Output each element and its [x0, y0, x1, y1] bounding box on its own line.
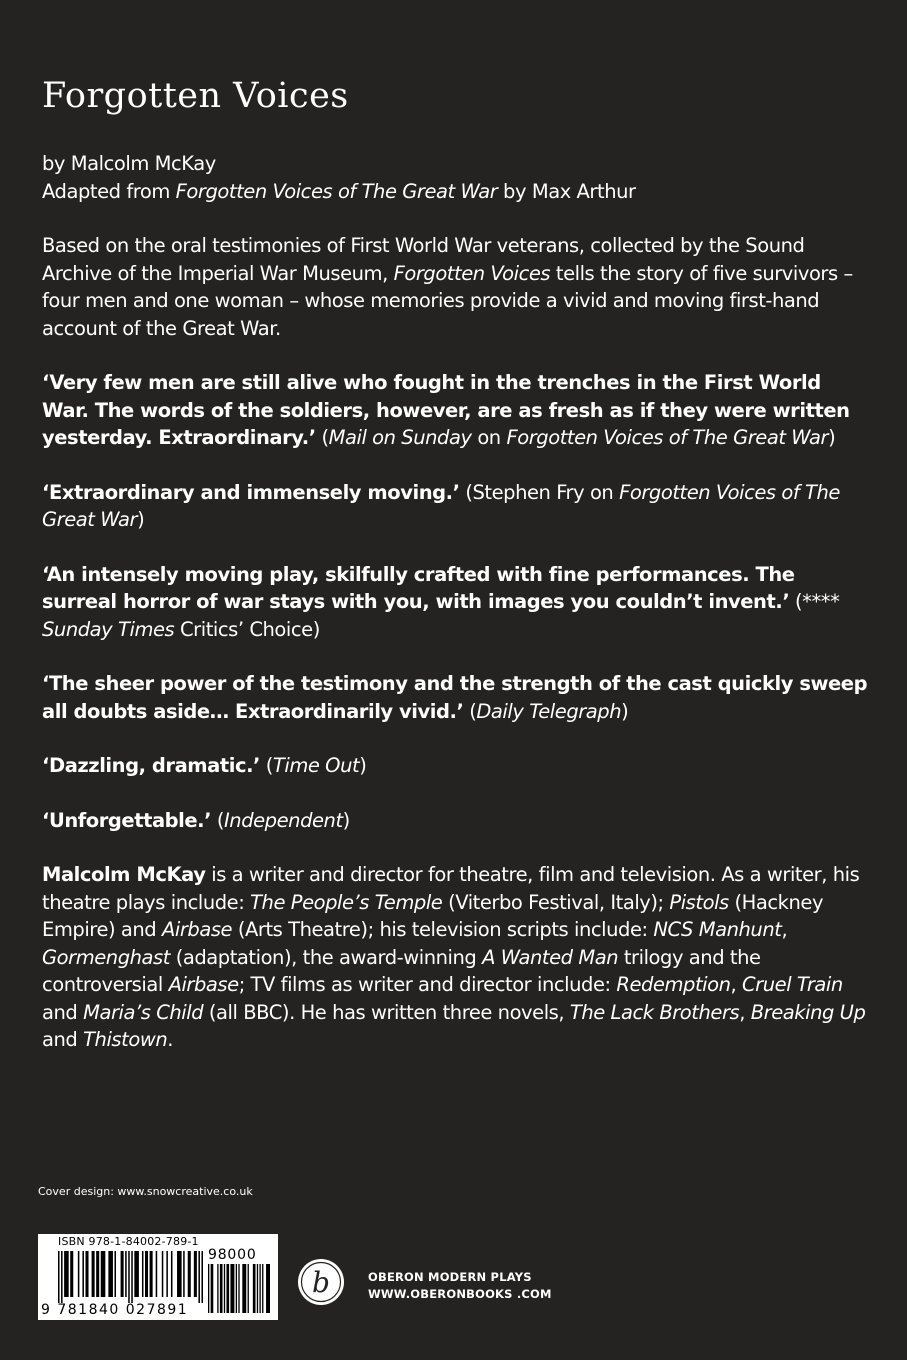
review-open: (	[463, 699, 477, 723]
barcode-bar	[70, 1251, 73, 1297]
review-source: Independent	[224, 808, 343, 832]
bio-work: The Lack Brothers	[569, 1000, 740, 1024]
barcode-bar	[238, 1264, 239, 1313]
bio-text: ,	[739, 1000, 751, 1024]
barcode-bar	[101, 1251, 106, 1297]
cover-text	[42, 150, 868, 1081]
barcode-bar	[220, 1264, 223, 1313]
review-source: Daily Telegraph	[476, 699, 622, 723]
barcode-bar	[78, 1251, 80, 1297]
bio-work: A Wanted Man	[482, 945, 619, 969]
review-4	[42, 670, 868, 725]
bio-text: .	[167, 1028, 173, 1051]
bio-text: ,	[781, 918, 788, 941]
barcode-bar	[188, 1251, 191, 1297]
addon-barcode-bars	[208, 1264, 270, 1313]
barcode-bar	[262, 1264, 263, 1313]
review-close: )	[342, 808, 350, 832]
review-close: )	[137, 508, 145, 531]
barcode-bar	[208, 1264, 209, 1313]
review-work: Forgotten Voices of The Great War	[42, 480, 840, 531]
barcode-bar	[198, 1251, 200, 1303]
bio-text: and	[42, 1000, 84, 1024]
barcode-bar	[85, 1251, 88, 1297]
barcode-bar	[58, 1251, 60, 1303]
author-line: by Malcolm McKay	[42, 152, 216, 175]
review-mid: on	[471, 426, 507, 449]
publisher-info	[368, 1269, 552, 1303]
barcode-bar	[257, 1264, 258, 1313]
bio-work: The People’s Temple	[250, 890, 443, 914]
barcode-bar	[114, 1251, 116, 1297]
review-quote: ‘Dazzling, dramatic.’	[42, 754, 260, 777]
barcode-bar	[125, 1251, 127, 1297]
bio-work: Airbase	[162, 918, 233, 941]
barcode-bar	[64, 1251, 69, 1297]
review-open: (	[260, 754, 273, 777]
book-title: Forgotten Voices	[42, 76, 349, 116]
review-quote: ‘Unforgettable.’	[42, 808, 212, 832]
barcode-bar	[82, 1251, 84, 1297]
review-source: Time Out	[272, 754, 360, 777]
barcode-bar	[108, 1251, 113, 1297]
barcode-bar	[242, 1264, 246, 1313]
barcode-bar	[150, 1251, 153, 1297]
bio-work: Gormenghast	[42, 945, 170, 969]
review-work: Forgotten Voices of The Great War	[506, 426, 829, 449]
barcode-bar	[142, 1251, 144, 1297]
review-source: Mail on Sunday	[328, 426, 472, 449]
blurb-italic: Forgotten Voices	[393, 261, 551, 285]
review-open: (	[315, 426, 329, 449]
ean-digits: 9 781840 027891	[41, 1302, 189, 1318]
bio-work: Maria’s Child	[83, 1000, 204, 1024]
review-2	[42, 479, 868, 534]
barcode-bar	[217, 1264, 218, 1313]
bio-text: ,	[730, 973, 743, 996]
review-quote: ‘Very few men are still alive who fought in the trenches in the First World War. The words of the soldiers, however, are as fresh as if they were written yesterday. Extraordinary.’	[42, 371, 850, 449]
barcode-bar	[183, 1251, 185, 1297]
review-close: )	[828, 426, 836, 449]
adapted-work: Forgotten Voices of The Great War	[175, 179, 498, 203]
adapted-prefix: Adapted from	[42, 179, 176, 203]
barcode-bar	[248, 1264, 249, 1313]
barcode-bar	[266, 1264, 270, 1313]
review-mid: Critics’ Choice	[174, 617, 313, 641]
adapted-suffix: by Max Arthur	[497, 179, 636, 203]
barcode-bar	[236, 1264, 237, 1313]
barcode-bar	[134, 1251, 139, 1297]
review-quote: ‘The sheer power of the testimony and the strength of the cast quickly sweep all doubts aside… Extraordinarily vivid.’	[42, 672, 868, 723]
review-3	[42, 561, 868, 644]
barcode-bar	[171, 1251, 173, 1297]
barcode-bar	[226, 1264, 229, 1313]
barcode-bar	[194, 1251, 197, 1297]
review-quote: ‘Extraordinary and immensely moving.’	[42, 480, 460, 504]
barcode-bar	[96, 1251, 99, 1297]
bio-work: NCS Manhunt	[653, 918, 782, 941]
review-open: (****	[789, 590, 840, 613]
barcode-bar	[121, 1251, 124, 1297]
bio-text: ; TV films as writer and director include:	[238, 973, 617, 996]
addon-digits: 98000	[208, 1247, 257, 1263]
bio-text: is a writer and director for theatre, film and television. As a writer, his theatre plays include:	[42, 863, 860, 914]
isbn-barcode	[38, 1234, 278, 1320]
barcode-bar	[211, 1264, 214, 1313]
bio-text: (Viterbo Festival, Italy);	[442, 890, 670, 914]
bio-text: and	[42, 1028, 84, 1051]
review-5	[42, 752, 868, 780]
barcode-bar	[131, 1251, 133, 1303]
publisher-website: WWW.OBERONBOOKS .COM	[368, 1287, 552, 1301]
bio-work: Redemption	[616, 973, 731, 996]
barcode-bar	[230, 1264, 234, 1313]
bio-text: (all BBC). He has written three novels,	[203, 1000, 570, 1024]
barcode-bar	[166, 1251, 168, 1297]
cover-design-credit: Cover design: www.snowcreative.co.uk	[38, 1185, 253, 1198]
barcode-bar	[162, 1251, 164, 1297]
blurb-part2: tells the story of five survivors – four men and one woman – whose memories provide a vivid and moving first-hand account of the Great War.	[42, 261, 853, 340]
blurb	[42, 232, 868, 342]
credits	[42, 150, 868, 205]
oberon-logo-icon	[296, 1257, 346, 1307]
publisher-series: OBERON MODERN PLAYS	[368, 1270, 532, 1284]
bio-work: Cruel Train	[742, 973, 843, 996]
barcode-bar	[156, 1251, 158, 1297]
barcode-bar	[92, 1251, 95, 1297]
bio-work: Pistols	[669, 890, 729, 914]
bio-work: Thistown	[83, 1028, 168, 1051]
bio-work: Breaking Up	[750, 1000, 866, 1024]
barcode-bar	[128, 1251, 130, 1303]
barcode-bar	[177, 1251, 182, 1297]
bio-work: Airbase	[168, 973, 239, 996]
bio-text: (Hackney Empire) and	[42, 890, 824, 941]
bio-text: trilogy and the controversial	[42, 945, 761, 996]
blurb-part1: Based on the oral testimonies of First World War veterans, collected by the Sound Archive of the Imperial War Museum,	[42, 234, 805, 285]
barcode-bar	[145, 1251, 148, 1297]
review-close: )	[621, 699, 629, 723]
adaptation-line	[42, 178, 868, 206]
review-close: )	[359, 754, 367, 777]
review-6	[42, 807, 868, 835]
review-source: Sunday Times	[42, 617, 175, 641]
barcode-bar	[259, 1264, 260, 1313]
author-bio	[42, 861, 868, 1054]
bio-name: Malcolm McKay	[42, 863, 206, 886]
barcode-bar	[253, 1264, 256, 1313]
bio-text: (adaptation), the award-winning	[169, 945, 483, 969]
barcode-bar	[201, 1251, 203, 1303]
ean13-barcode-bars	[58, 1251, 203, 1303]
barcode-bar	[224, 1264, 225, 1313]
logo-letter: b	[312, 1266, 330, 1299]
review-open: (	[211, 808, 224, 832]
review-quote: ‘An intensely moving play, skilfully crafted with fine performances. The surreal horror of war stays with you, with images you couldn’t invent.’	[42, 562, 795, 613]
bio-text: (Arts Theatre); his television scripts include:	[232, 918, 654, 941]
review-1	[42, 369, 868, 452]
isbn-label: ISBN 978-1-84002-789-1	[58, 1235, 199, 1248]
review-open: (Stephen Fry on	[459, 480, 620, 504]
review-close: )	[312, 617, 320, 641]
barcode-bar	[61, 1251, 63, 1303]
